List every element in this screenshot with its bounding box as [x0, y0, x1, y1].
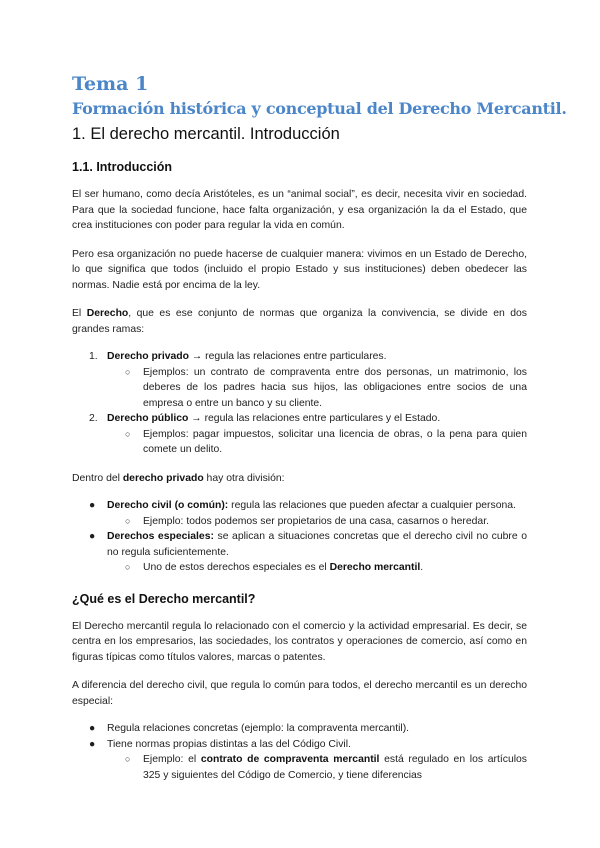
privado-list: [72, 498, 527, 576]
tema-subtitle: Formación histórica y conceptual del Derecho Mercantil.: [72, 99, 567, 118]
intro-paragraph-2: Pero esa organización no puede hacerse de cualquier manera: vivimos en un Estado de Derecho, lo que significa que todos (incluido el propio Estado y sus instituciones) deben obedecer las normas. Nadie está por encima de la ley.: [72, 248, 527, 291]
list-item: ● Derecho civil (o común): regula las relaciones que pueden afectar a cualquier persona. ○ Ejemplo: todos podemos ser propietarios de una casa, casarnos o heredar.: [72, 498, 527, 529]
list-item: ○ Ejemplo: el contrato de compraventa mercantil está regulado en los artículos 325 y siguientes del Código de Comercio, y tiene diferencias: [125, 754, 527, 781]
list-item: ○ Ejemplo: todos podemos ser propietarios de una casa, casarnos o heredar.: [125, 515, 489, 527]
intro-paragraph-3: El Derecho, que es ese conjunto de normas que organiza la convivencia, se divide en dos grandes ramas:: [72, 308, 527, 335]
list-item: ○ Uno de estos derechos especiales es el Derecho mercantil.: [125, 562, 424, 573]
section-heading: 1. El derecho mercantil. Introducción: [72, 125, 340, 143]
intro-paragraph-1: El ser humano, como decía Aristóteles, es un “animal social”, es decir, necesita vivir en sociedad. Para que la sociedad funcione, hace falta organización, y esa organización la da el Estado, que crea instituciones con poder para regular la vida en común.: [72, 189, 527, 231]
list-item: ○ Ejemplos: pagar impuestos, solicitar una licencia de obras, o la pena para quien comete un delito.: [125, 428, 527, 455]
list-item: 1. Derecho privado → regula las relaciones entre particulares. ○ Ejemplos: un contrato de compraventa entre dos personas, un matrimonio, los deberes de los padres hacia sus hijos, las obligaciones entre socios de una empresa o entre un banco y su cliente.: [72, 349, 527, 411]
ramas-list: [72, 349, 527, 458]
list-item: ● Derechos especiales: se aplican a situaciones concretas que el derecho civil no cubre o no regula suficientemente. ○ Uno de estos derechos especiales es el Derecho mercantil.: [72, 529, 527, 576]
mercantil-paragraph-2: A diferencia del derecho civil, que regula lo común para todos, el derecho mercantil es un derecho especial:: [72, 680, 527, 707]
list-item: 2. Derecho público → regula las relaciones entre particulares y el Estado. ○ Ejemplos: pagar impuestos, solicitar una licencia de obras, o la pena para quien comete un delito.: [72, 411, 527, 458]
list-item: ○ Ejemplos: un contrato de compraventa entre dos personas, un matrimonio, los deberes de los padres hacia sus hijos, las obligaciones entre socios de una empresa o entre un banco y su cliente.: [125, 366, 527, 409]
document-page: [72, 72, 567, 783]
tema-title: Tema 1: [72, 73, 149, 95]
mercantil-list: [72, 721, 527, 783]
list-item: ● Regula relaciones concretas (ejemplo: la compraventa mercantil).: [89, 723, 410, 734]
subsection-heading: 1.1. Introducción: [72, 160, 173, 174]
list-item: ● Tiene normas propias distintas a las del Código Civil. ○ Ejemplo: el contrato de compraventa mercantil está regulado en los artículos 325 y siguientes del Código de Comercio, y tiene diferencias: [72, 737, 527, 784]
mercantil-paragraph-1: El Derecho mercantil regula lo relacionado con el comercio y la actividad empresarial. Es decir, se centra en los empresarios, las sociedades, los contratos y operaciones de comercio, así como en figuras típicas como títulos valores, marcas o patentes.: [72, 620, 527, 663]
mercantil-heading: ¿Qué es el Derecho mercantil?: [72, 591, 256, 606]
privado-intro: Dentro del derecho privado hay otra división:: [72, 472, 285, 484]
